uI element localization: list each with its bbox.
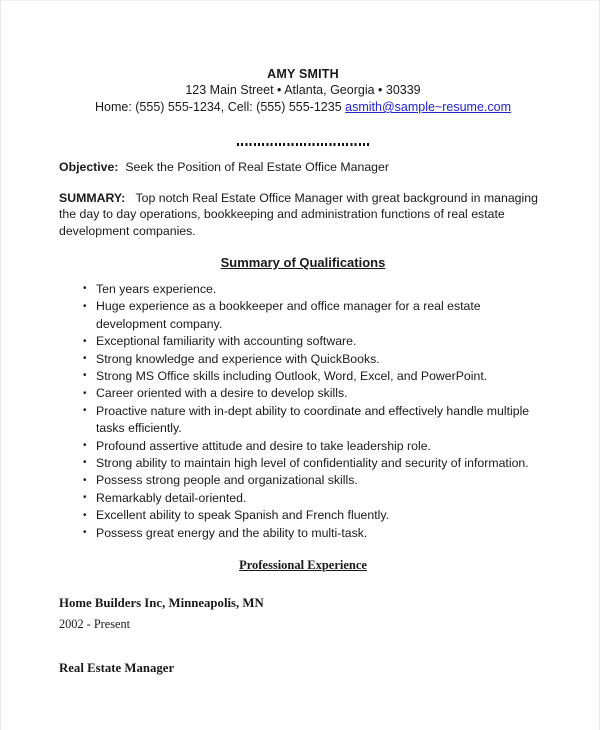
experience-company: Home Builders Inc, Minneapolis, MN bbox=[59, 595, 264, 610]
email-link[interactable]: asmith@sample~resume.com bbox=[345, 100, 512, 114]
list-item: • Career oriented with a desire to develop skills. bbox=[83, 385, 547, 402]
list-item: • Profound assertive attitude and desire to take leadership role. bbox=[83, 438, 547, 455]
list-item: • Possess strong people and organizational skills. bbox=[83, 472, 547, 489]
resume-content bbox=[1, 1, 599, 677]
list-item: • Exceptional familiarity with accounting software. bbox=[83, 333, 547, 350]
list-item: • Excellent ability to speak Spanish and French fluently. bbox=[83, 507, 547, 524]
list-item: • Possess great energy and the ability to multi-task. bbox=[83, 525, 547, 542]
summary-label: SUMMARY: bbox=[59, 191, 126, 205]
experience-job-title: Real Estate Manager bbox=[59, 660, 175, 675]
experience-heading: Professional Experience bbox=[239, 557, 367, 572]
qualifications-list bbox=[59, 281, 547, 542]
list-item: • Remarkably detail-oriented. bbox=[83, 490, 547, 507]
objective-text: Seek the Position of Real Estate Office Manager bbox=[125, 160, 389, 174]
list-item: • Strong ability to maintain high level of confidentiality and security of information. bbox=[83, 455, 547, 472]
objective-section bbox=[59, 159, 547, 176]
candidate-contact bbox=[59, 99, 547, 116]
header-divider-wrap bbox=[59, 133, 547, 143]
experience-dates: 2002 - Present bbox=[59, 616, 131, 631]
experience-entry bbox=[59, 595, 547, 677]
list-item: • Proactive nature with in-dept ability to coordinate and effectively handle multiple tasks efficiently. bbox=[83, 403, 547, 438]
list-item: • Huge experience as a bookkeeper and office manager for a real estate development company. bbox=[83, 298, 547, 333]
objective-label: Objective: bbox=[59, 160, 119, 174]
summary-text: Top notch Real Estate Office Manager with great background in managing the day to day operations, bookkeeping and administration functions of real estate development companies. bbox=[59, 191, 538, 238]
phone-numbers: Home: (555) 555-1234, Cell: (555) 555-1235 bbox=[94, 100, 346, 114]
summary-section bbox=[59, 190, 547, 239]
dotted-divider bbox=[237, 143, 369, 146]
list-item: • Ten years experience. bbox=[83, 281, 547, 298]
candidate-address: 123 Main Street • Atlanta, Georgia • 30339 bbox=[185, 83, 421, 97]
candidate-name: AMY SMITH bbox=[267, 67, 339, 81]
qualifications-heading: Summary of Qualifications bbox=[220, 254, 386, 270]
list-item: • Strong knowledge and experience with QuickBooks. bbox=[83, 351, 547, 368]
list-item: • Strong MS Office skills including Outlook, Word, Excel, and PowerPoint. bbox=[83, 368, 547, 385]
